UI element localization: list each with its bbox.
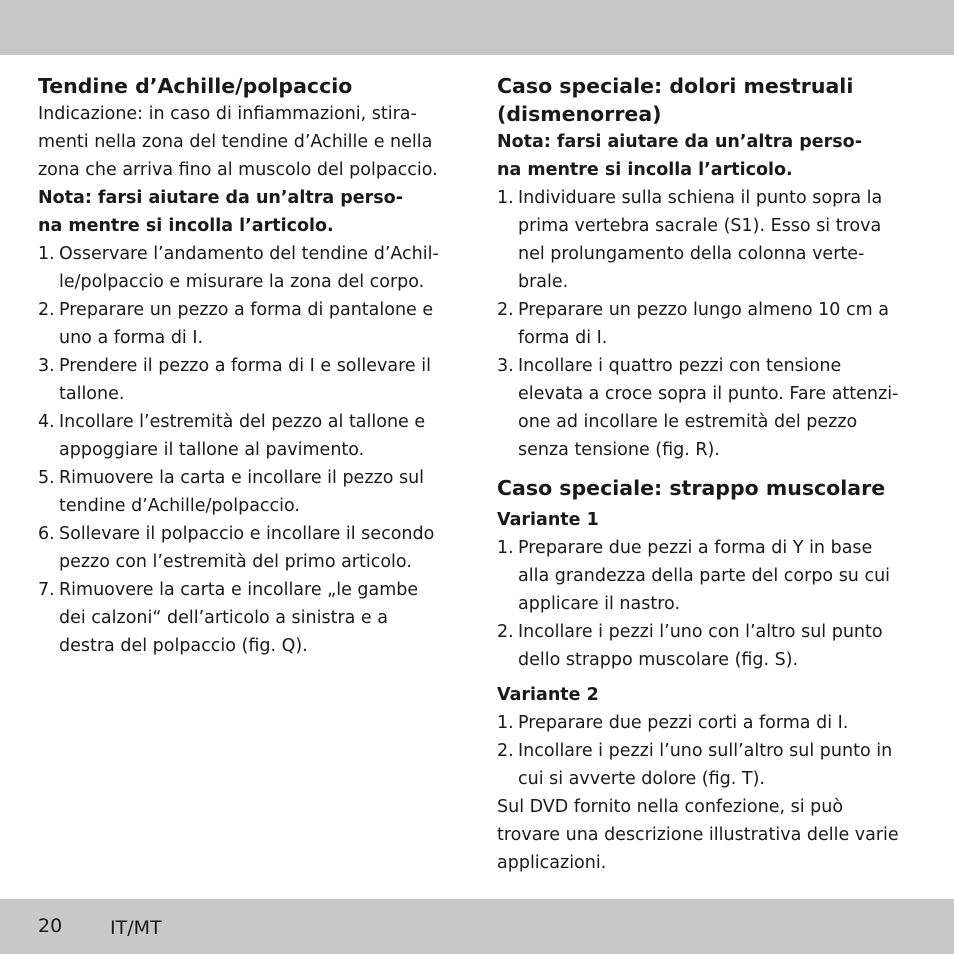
section-heading-muscle-strain: Caso speciale: strappo muscolare — [497, 476, 886, 500]
menstrual-steps-list — [497, 184, 922, 464]
achilles-steps-list — [38, 240, 463, 660]
note-line: Nota: farsi aiutare da un’altra perso- — [38, 188, 403, 208]
heading-line: Caso speciale: dolori mestruali — [497, 74, 854, 98]
step-number: 5. — [38, 468, 55, 488]
step-line: dello strappo muscolare (fig. S). — [518, 650, 799, 670]
section-heading-achilles: Tendine d’Achille/polpaccio — [38, 74, 353, 98]
step-line: Sollevare il polpaccio e incollare il secondo — [59, 524, 435, 544]
list-item — [497, 296, 922, 352]
step-line: Prendere il pezzo a forma di I e sollevare il — [59, 356, 431, 376]
step-line: Rimuovere la carta e incollare „le gambe — [59, 580, 419, 600]
step-line: one ad incollare le estremità del pezzo — [518, 412, 858, 432]
step-number: 4. — [38, 412, 55, 432]
step-number: 1. — [497, 538, 514, 558]
step-line: uno a forma di I. — [59, 328, 204, 348]
closing-line: applicazioni. — [497, 853, 607, 873]
step-number: 2. — [497, 622, 514, 642]
note-text — [497, 128, 922, 184]
step-line: senza tensione (fig. R). — [518, 440, 720, 460]
indication-line: zona che arriva fino al muscolo del polpaccio. — [38, 160, 438, 180]
step-number: 2. — [38, 300, 55, 320]
step-line: le/polpaccio e misurare la zona del corpo. — [59, 272, 425, 292]
variant-1-title: Variante 1 — [497, 510, 599, 530]
step-line: dei calzoni“ dell’articolo a sinistra e a — [59, 608, 388, 628]
closing-paragraph — [497, 793, 922, 877]
note-text — [38, 184, 463, 240]
step-number: 3. — [38, 356, 55, 376]
step-line: Preparare due pezzi a forma di Y in base — [518, 538, 873, 558]
step-number: 7. — [38, 580, 55, 600]
step-line: Individuare sulla schiena il punto sopra la — [518, 188, 883, 208]
variant-2-title: Variante 2 — [497, 685, 599, 705]
spacer — [497, 674, 922, 681]
header-band — [0, 0, 954, 55]
step-line: pezzo con l’estremità del primo articolo. — [59, 552, 412, 572]
step-line: Preparare un pezzo lungo almeno 10 cm a — [518, 300, 889, 320]
indication-line: menti nella zona del tendine d’Achille e nella — [38, 132, 433, 152]
step-line: Preparare due pezzi corti a forma di I. — [518, 713, 849, 733]
step-line: applicare il nastro. — [518, 594, 681, 614]
step-line: Incollare i pezzi l’uno con l’altro sul punto — [518, 622, 883, 642]
step-number: 6. — [38, 524, 55, 544]
indication-text — [38, 100, 463, 184]
left-column — [38, 72, 463, 660]
note-line: na mentre si incolla l’articolo. — [38, 216, 334, 236]
closing-line: trovare una descrizione illustrativa delle varie — [497, 825, 899, 845]
step-number: 1. — [497, 713, 514, 733]
list-item — [497, 184, 922, 296]
step-line: Incollare l’estremità del pezzo al tallone e — [59, 412, 426, 432]
step-line: brale. — [518, 272, 569, 292]
step-number: 1. — [497, 188, 514, 208]
step-line: Incollare i pezzi l’uno sull’altro sul punto in — [518, 741, 893, 761]
right-column — [497, 72, 922, 877]
step-number: 3. — [497, 356, 514, 376]
page-number: 20 — [38, 915, 63, 937]
step-line: Osservare l’andamento del tendine d’Achil- — [59, 244, 439, 264]
step-line: destra del polpaccio (fig. Q). — [59, 636, 308, 656]
indication-line: Indicazione: in caso di infiammazioni, stira- — [38, 104, 417, 124]
step-line: nel prolungamento della colonna verte- — [518, 244, 865, 264]
list-item — [38, 520, 463, 576]
list-item — [38, 408, 463, 464]
step-line: appoggiare il tallone al pavimento. — [59, 440, 365, 460]
step-line: elevata a croce sopra il punto. Fare attenzi- — [518, 384, 899, 404]
step-number: 2. — [497, 300, 514, 320]
step-line: Preparare un pezzo a forma di pantalone e — [59, 300, 434, 320]
list-item — [38, 296, 463, 352]
closing-line: Sul DVD fornito nella confezione, si può — [497, 797, 844, 817]
step-line: forma di I. — [518, 328, 608, 348]
step-line: alla grandezza della parte del corpo su cui — [518, 566, 891, 586]
step-line: prima vertebra sacrale (S1). Esso si trova — [518, 216, 882, 236]
list-item — [38, 576, 463, 660]
list-item — [497, 534, 922, 618]
step-line: Incollare i quattro pezzi con tensione — [518, 356, 842, 376]
list-item — [497, 709, 922, 737]
list-item — [38, 352, 463, 408]
language-code: IT/MT — [110, 917, 162, 939]
step-number: 1. — [38, 244, 55, 264]
variant-1-steps-list — [497, 534, 922, 674]
list-item — [38, 464, 463, 520]
variant-2-steps-list — [497, 709, 922, 793]
list-item — [497, 737, 922, 793]
note-line: na mentre si incolla l’articolo. — [497, 160, 793, 180]
note-line: Nota: farsi aiutare da un’altra perso- — [497, 132, 862, 152]
list-item — [497, 352, 922, 464]
step-line: cui si avverte dolore (fig. T). — [518, 769, 765, 789]
section-heading-menstrual — [497, 72, 922, 128]
step-number: 2. — [497, 741, 514, 761]
spacer — [497, 464, 922, 474]
list-item — [38, 240, 463, 296]
step-line: tallone. — [59, 384, 125, 404]
step-line: Rimuovere la carta e incollare il pezzo sul — [59, 468, 425, 488]
step-line: tendine d’Achille/polpaccio. — [59, 496, 300, 516]
heading-line: (dismenorrea) — [497, 102, 662, 126]
list-item — [497, 618, 922, 674]
